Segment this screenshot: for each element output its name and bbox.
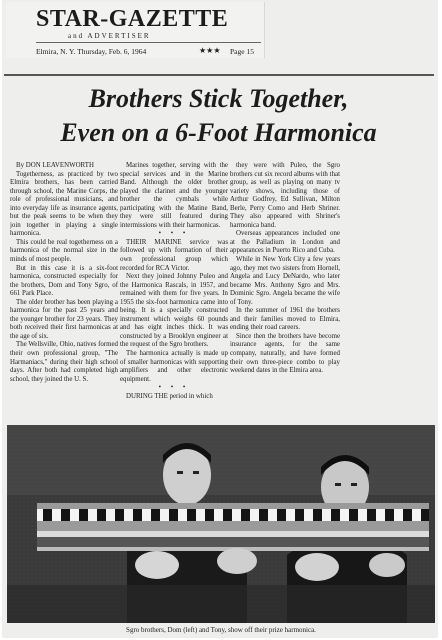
dateline: Elmira, N. Y. Thursday, Feb. 6, 1964 <box>36 47 147 56</box>
page-number: Page 15 <box>230 47 254 56</box>
article-column-1 <box>10 162 118 424</box>
photo-illustration <box>7 425 435 623</box>
paragraph: THEIR MARINE service was followed up with formation of their own professional group which recorded for RCA Victor. <box>120 238 228 272</box>
paragraph: Marines together, serving with the special services and in the Marine Band. Although the older brother played the clarinet and the younger brother the cymbals while participating with the Matine Band, they were still featured during intermissions with their harmonicas. <box>120 162 228 229</box>
paragraph: The Wellsville, Ohio, natives formed their own professional group, "The Harmaniacs," during their high school days. After both had completed high school, they joined the U. S. <box>10 341 118 383</box>
headline-rule <box>4 74 434 76</box>
paragraph: The older brother has been playing a harmonica for the past 25 years and the younger brother for 23 years. They both received their first harmonicas at the age of six. <box>10 298 118 340</box>
photo-caption: Sgro brothers, Dom (left) and Tony, show off their prize harmonica. <box>126 626 316 634</box>
masthead-rule <box>36 42 261 43</box>
harmonica-photo <box>7 425 435 623</box>
article-column-3 <box>230 162 340 424</box>
paragraph: But in this case it is a six-foot harmonica, constructed especially for the brothers, Dom and Tony Sgro, of 661 Park Place. <box>10 264 118 298</box>
byline: By DON LEAVENWORTH <box>16 162 94 169</box>
paragraph: While in New York City a few years ago, they met two sisters from Hornell, Angela and Lucy DeNardo, who later became Mrs. Anthony Sgro and Mrs. Dominic Sgro. Angela became the wife of Tony. <box>230 256 340 306</box>
paragraph: Togetherness, as practiced by two Elmira brothers, has been carried through school, the Marine Corps, the role of professional musicians, and into everyday life as insurance agents, but the peak seems to be when they join together in playing a single harmonica. <box>10 170 118 238</box>
paragraph: Next they joined Johnny Puleo and the Harmonica Rascals, in 1957, and remained with them for five years. In 1955 the six-foot harmonica came into being. It is a specially constructed instrument which weighs 60 pounds and has eight inches thick. It was constructed by a Brooklyn engineer at the request of the Sgro brothers. <box>120 273 228 349</box>
paragraph: The harmonica actually is made up of smaller harmonicas with supporting amplifiers and other electronic equipment. <box>120 350 228 383</box>
paragraph: they were with Puleo, the Sgro brothers cut six record albums with that group, as well as playing on many tv variety shows, including those of Arthur Godfrey, Ed Sullivan, Milton Berle, Perry Como and Herb Shriner. They also appeared with Shriner's harmonica band. <box>230 162 340 229</box>
paragraph: This could be real togetherness on a harmonica of the normal size in the minds of most people. <box>10 238 118 264</box>
headline-line-2: Even on a 6-Foot Harmonica <box>60 118 377 147</box>
masthead <box>6 2 265 58</box>
section-separator: • • • <box>158 384 190 392</box>
edition-stars: ★★★ <box>199 46 221 55</box>
article-column-2 <box>120 162 228 424</box>
newspaper-subtitle: and ADVERTISER <box>68 32 151 40</box>
paragraph: Since then the brothers have become insurance agents, for the same company, naturally, and have formed their own three-piece combo to play weekend dates in the Elmira area. <box>230 332 340 375</box>
six-foot-harmonica <box>37 503 429 551</box>
newspaper-title: STAR-GAZETTE <box>36 6 229 32</box>
headline <box>6 82 431 150</box>
headline-line-1: Brothers Stick Together, <box>88 84 349 113</box>
paragraph: Overseas appearances included one at the Palladium in London and appearances in Puerto Rico and Cuba. <box>230 230 340 255</box>
paragraph: In the summer of 1961 the brothers and their families moved to Elmira, ending their road careers. <box>230 307 340 332</box>
section-separator: • • • <box>158 230 190 238</box>
paragraph: DURING THE period in which <box>126 392 213 400</box>
